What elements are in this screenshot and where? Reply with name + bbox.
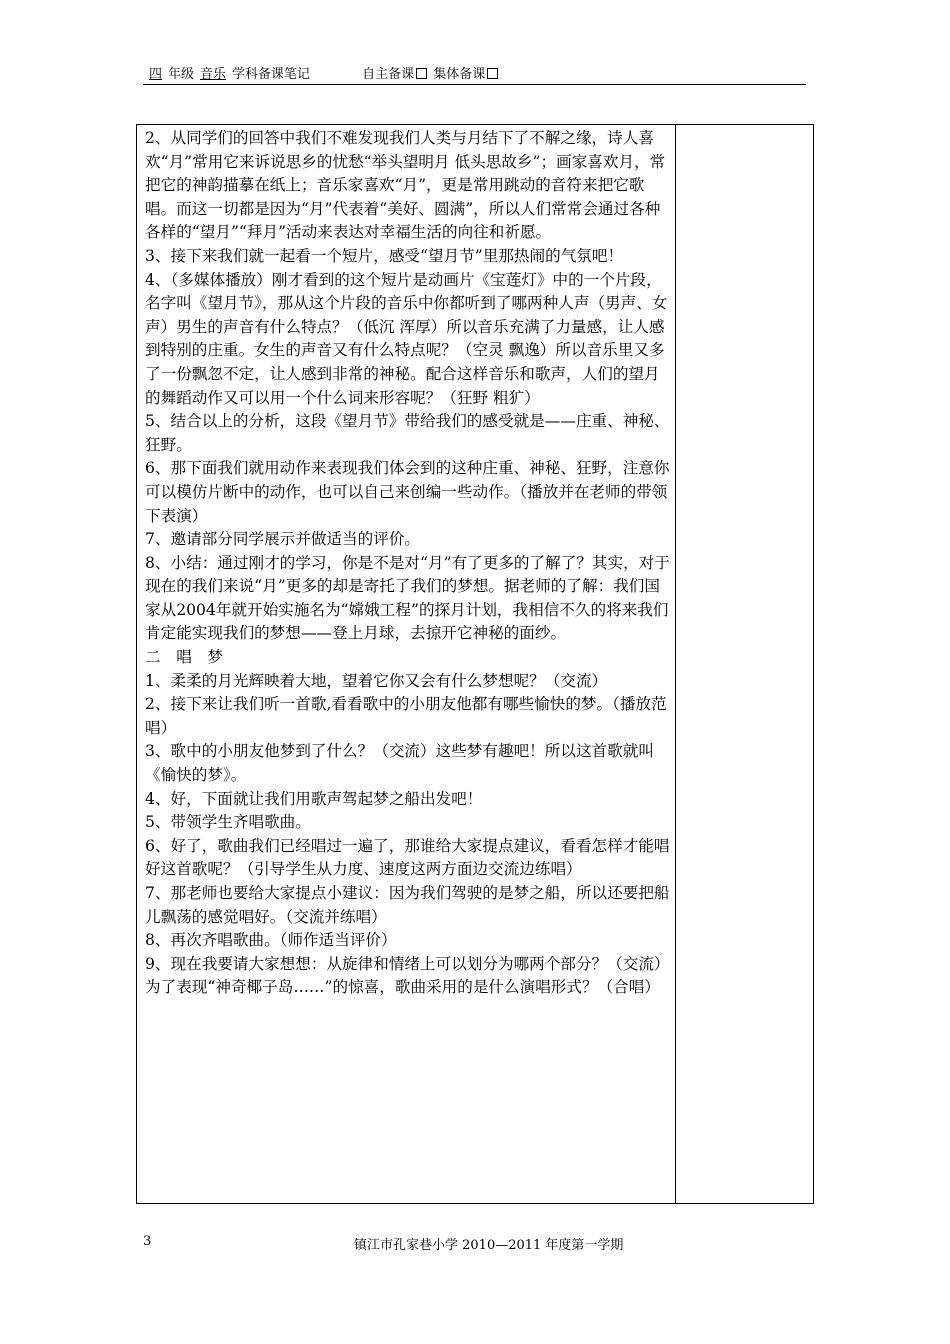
lesson-plan-table	[136, 124, 814, 1204]
group-prep-checkbox	[487, 68, 498, 79]
paragraph: 为了表现“神奇椰子岛……”的惊喜，歌曲采用的是什么演唱形式？（合唱）	[145, 978, 660, 997]
header-grade-field: 四	[149, 67, 163, 82]
section-heading: 二 唱 梦	[145, 648, 223, 667]
lesson-content	[145, 127, 671, 1000]
paragraph: 5、带领学生齐唱歌曲。	[145, 813, 311, 832]
paragraph: 3、接下来我们就一起看一个短片，感受“望月节”里那热闹的气氛吧！	[145, 246, 624, 265]
paragraph: 2、接下来让我们听一首歌,看看歌中的小朋友他都有哪些愉快的梦。（播放范唱）	[145, 695, 667, 737]
paragraph: 9、现在我要请大家想想：从旋律和情绪上可以划分为哪两个部分？（交流）	[145, 954, 670, 973]
paragraph: 4、（多媒体播放）刚才看到的这个短片是动画片《宝莲灯》中的一个片段，名字叫《望月节》，那从这个片段的音乐中你都听到了哪两种人声（男声、女声）男生的声音有什么特点？（低沉 浑厚）所以音乐充满了力量感，让人感到特别的庄重。女生的声音又有什么特点呢？（空灵 飘逸）所以音乐里又多了一份飘忽不定，让人感到非常的神秘。配合这样音乐和歌声，人们的望月的舞蹈动作又可以用一个什么词来形容呢？（狂野 粗犷）	[145, 270, 668, 407]
paragraph: 7、那老师也要给大家提点小建议：因为我们驾驶的是梦之船，所以还要把船儿飘荡的感觉唱好。（交流并练唱）	[145, 884, 670, 926]
paragraph: 3、歌中的小朋友他梦到了什么？（交流）这些梦有趣吧！所以这首歌就叫《愉快的梦》。	[145, 742, 654, 785]
header-title: 学科备课笔记	[232, 67, 311, 82]
paragraph: 6、那下面我们就用动作来表现我们体会到的这种庄重、神秘、狂野，注意你可以模仿片断中的动作，也可以自己来创编一些动作。（播放并在老师的带领下表演）	[145, 459, 670, 525]
header-grade-label: 年级	[168, 67, 195, 82]
self-prep-checkbox	[416, 68, 427, 79]
header-option-group: 集体备课	[433, 67, 486, 82]
paragraph: 8、再次齐唱歌曲。（师作适当评价）	[145, 931, 397, 950]
header-rule	[143, 84, 806, 85]
paragraph: 1、柔柔的月光辉映着大地，望着它你又会有什么梦想呢？（交流）	[145, 671, 608, 690]
paragraph: 5、结合以上的分析，这段《望月节》带给我们的感受就是——庄重、神秘、狂野。	[145, 412, 670, 454]
paragraph: 7、邀请部分同学展示并做适当的评价。	[145, 530, 421, 549]
footer-school-term: 镇江市孔家巷小学 2010—2011 年度第一学期	[354, 1238, 624, 1253]
page-number: 3	[143, 1234, 152, 1249]
column-divider	[675, 125, 676, 1203]
paragraph: 4、好，下面就让我们用歌声驾起梦之船出发吧！	[145, 789, 483, 808]
header-option-self: 自主备课	[362, 67, 415, 82]
paragraph: 6、好了，歌曲我们已经唱过一遍了，那谁给大家提点建议，看看怎样才能唱好这首歌呢？（引导学生从力度、速度这两方面边交流边练唱）	[145, 836, 670, 879]
page-header	[143, 66, 806, 86]
header-subject-field: 音乐	[200, 67, 227, 82]
paragraph: 8、小结：通过刚才的学习，你是不是对“月”有了更多的了解了？其实，对于现在的我们来说“月”更多的却是寄托了我们的梦想。据老师的了解：我们国家从2004年就开始实施名为“嫦娥工程”的探月计划，我相信不久的将来我们肯定能实现我们的梦想——登上月球，去掠开它神秘的面纱。	[145, 553, 670, 643]
paragraph: 2、从同学们的回答中我们不难发现我们人类与月结下了不解之缘，诗人喜欢“月”常用它来诉说思乡的忧愁“举头望明月 低头思故乡”；画家喜欢月，常把它的神韵描摹在纸上；音乐家喜欢“月”，更是常用跳动的音符来把它歌唱。而这一切都是因为“月”代表着“美好、圆满”，所以人们常常会通过各种各样的“望月”“拜月”活动来表达对幸福生活的向往和祈愿。	[145, 129, 666, 242]
